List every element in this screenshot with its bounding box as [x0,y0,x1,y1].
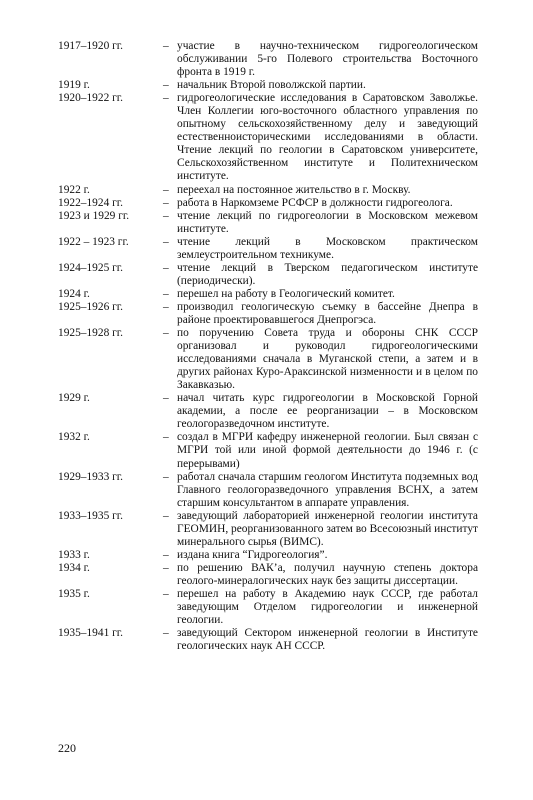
entry-date: 1929–1933 гг. [58,470,124,483]
entry-dash: – [163,183,169,196]
chronology-entry [58,288,478,301]
entry-dash: – [163,235,169,248]
entry-text: чтение лекций в Московском практическом землеустроительном техникуме. [177,235,478,261]
entry-date: 1917–1920 гг. [58,40,124,52]
entry-date: 1924 г. [58,287,90,300]
entry-date: 1924–1925 гг. [58,261,124,274]
entry-text: работал сначала старшим геологом Института подземных вод Главного геологоразведочного управления ВСНХ, а затем старшим консультантом в аппарате управления. [177,470,478,509]
chronology-list [58,40,478,653]
entry-dash: – [163,548,169,561]
entry-dash: – [163,287,169,300]
entry-text: заведующий Сектором инженерной геологии в Институте геологических наук АН СССР. [177,627,478,653]
entry-text: заведующий лабораторией инженерной геологии института ГЕОМИН, реорганизованного затем во Всесоюзный институт минерального сырья (ВИМС). [177,509,478,548]
entry-dash: – [163,79,169,92]
chronology-entry [58,210,478,236]
entry-date: 1929 г. [58,392,90,405]
entry-text: начал читать курс гидрогеологии в Московской Горной академии, а после ее реорганизации – в Московском геологоразведочном институте. [177,392,478,431]
entry-dash: – [163,561,169,574]
page-number: 220 [58,741,76,755]
entry-date: 1933 г. [58,548,90,561]
chronology-entry [58,184,478,197]
entry-text: гидрогеологические исследования в Саратовском Заволжье. Член Коллегии юго-восточного областного управления по опытному сельскохозяйственному делу и заведующий естественноисторическими исследованиями в области. Чтение лекций по геологии в Саратовском университете, Сельскохозяйственном институте и Политехническом институте. [177,92,478,183]
entry-dash: – [163,300,169,313]
entry-date: 1934 г. [58,561,90,574]
entry-text: чтение лекций в Тверском педагогическом институте (периодически). [177,261,478,287]
chronology-entry [58,236,478,262]
chronology-entry [58,549,478,562]
entry-date: 1933–1935 гг. [58,509,124,522]
entry-date: 1920–1922 гг. [58,92,124,105]
chronology-entry [58,40,478,79]
entry-text: переехал на постоянное жительство в г. Москву. [177,183,411,196]
entry-text: начальник Второй поволжской партии. [177,79,366,92]
chronology-entry [58,431,478,470]
entry-date: 1919 г. [58,79,90,92]
chronology-entry [58,471,478,510]
chronology-entry [58,588,478,627]
entry-text: производил геологическую съемку в бассейне Днепра в районе проектировавшегося Днепрогэса. [177,300,478,326]
entry-dash: – [163,261,169,274]
entry-dash: – [163,509,169,522]
entry-dash: – [163,587,169,600]
entry-text: перешел на работу в Геологический комитет. [177,287,395,300]
chronology-entry [58,627,478,653]
entry-date: 1932 г. [58,431,90,444]
chronology-entry [58,392,478,431]
entry-date: 1922 – 1923 гг. [58,235,129,248]
entry-text: по решению ВАК’а, получил научную степень доктора геолого-минералогических наук без защиты диссертации. [177,561,478,587]
entry-dash: – [163,627,169,640]
entry-date: 1922 г. [58,183,90,196]
entry-text: издана книга “Гидрогеология”. [177,548,328,561]
entry-dash: – [163,196,169,209]
entry-text: чтение лекций по гидрогеологии в Московском межевом институте. [177,209,478,235]
entry-date: 1925–1928 гг. [58,327,124,340]
chronology-entry [58,92,478,183]
entry-dash: – [163,209,169,222]
chronology-entry [58,262,478,288]
entry-date: 1935 г. [58,587,90,600]
entry-text: по поручению Совета труда и обороны СНК СССР организовал и руководил гидрогеологическими исследованиями сначала в Муганской степи, а затем и в других районах Куро-Араксинской низменности и в целом по Закавказью. [177,327,478,392]
entry-text: работа в Наркомземе РСФСР в должности гидрогеолога. [177,196,453,209]
entry-dash: – [163,392,169,405]
entry-text: участие в научно-техническом гидрогеологическом обслуживании 5-го Полевого строительства Восточного фронта в 1919 г. [177,40,478,79]
entry-date: 1935–1941 гг. [58,627,124,640]
entry-dash: – [163,470,169,483]
chronology-entry [58,197,478,210]
chronology-entry [58,327,478,392]
entry-text: создал в МГРИ кафедру инженерной геологии. Был связан с МГРИ той или иной формой деятельности до 1946 г. (с перерывами) [177,431,478,470]
entry-dash: – [163,40,169,52]
entry-date: 1923 и 1929 гг. [58,209,130,222]
entry-dash: – [163,327,169,340]
entry-dash: – [163,92,169,105]
entry-date: 1922–1924 гг. [58,196,124,209]
entry-dash: – [163,431,169,444]
chronology-entry [58,301,478,327]
entry-text: перешел на работу в Академию наук СССР, где работал заведующим Отделом гидрогеологии и инженерной геологии. [177,587,478,627]
entry-date: 1925–1926 гг. [58,300,124,313]
chronology-entry [58,562,478,588]
chronology-entry [58,79,478,92]
chronology-entry [58,510,478,549]
